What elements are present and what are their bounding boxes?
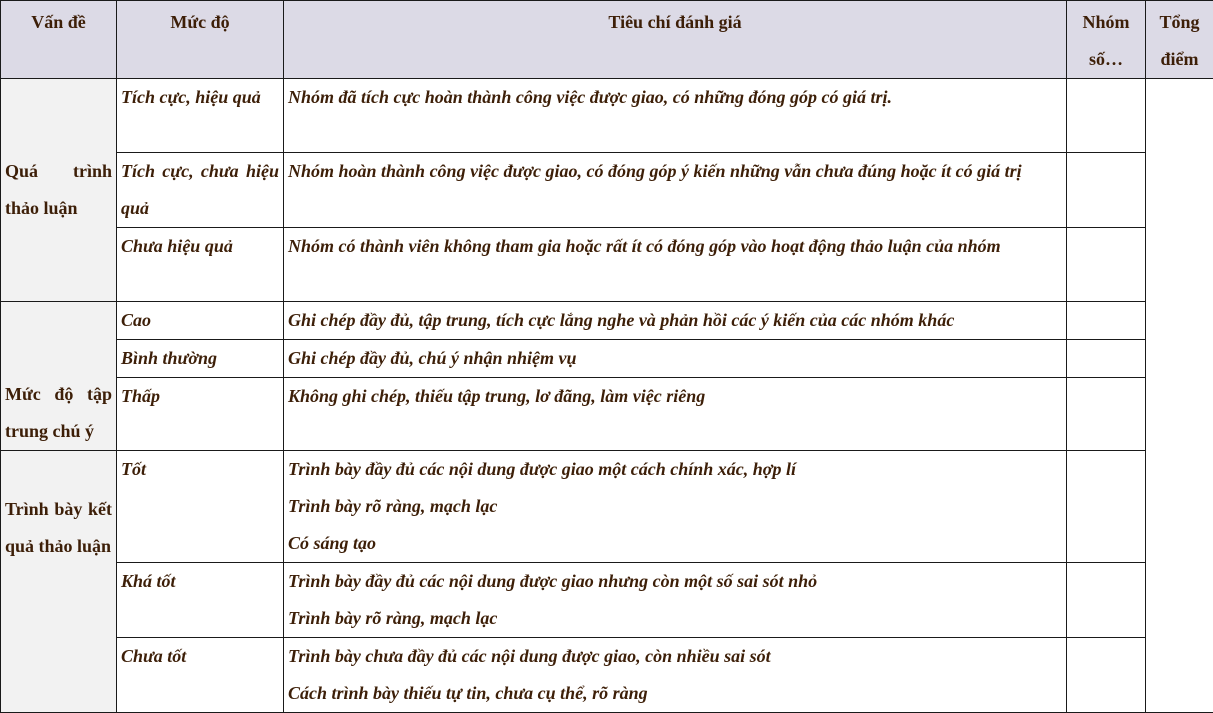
level-cell: [117, 563, 284, 638]
level-cell: [117, 451, 284, 563]
criteria-line: Ghi chép đầy đủ, tập trung, tích cực lắng nghe và phản hồi các ý kiến của các nhóm khác: [288, 302, 1062, 339]
group-score-cell[interactable]: [1067, 340, 1146, 378]
level-label: Cao: [121, 310, 151, 330]
table-row: [1, 563, 1213, 638]
criteria-line: Nhóm có thành viên không tham gia hoặc rất ít có đóng góp vào hoạt động thảo luận của nhóm: [288, 228, 1062, 265]
group-score-cell[interactable]: [1067, 228, 1146, 302]
topic-cell: [1, 451, 117, 713]
group-score-cell[interactable]: [1067, 638, 1146, 713]
header-criteria: Tiêu chí đánh giá: [284, 1, 1067, 79]
level-label: Tích cực, hiệu quả: [121, 87, 261, 107]
group-score-cell[interactable]: [1067, 79, 1146, 153]
criteria-line: Ghi chép đầy đủ, chú ý nhận nhiệm vụ: [288, 340, 1062, 377]
criteria-cell: [284, 563, 1067, 638]
header-topic: Vấn đề: [1, 1, 117, 79]
level-cell: [117, 340, 284, 378]
table-row: [1, 228, 1213, 302]
criteria-cell: [284, 302, 1067, 340]
criteria-line: Cách trình bày thiếu tự tin, chưa cụ thể, rõ ràng: [288, 675, 1062, 712]
topic-label: Trình bày kết quả thảo luận: [5, 499, 112, 556]
topic-cell: [1, 79, 117, 302]
level-cell: [117, 638, 284, 713]
group-score-cell[interactable]: [1067, 563, 1146, 638]
level-cell: [117, 378, 284, 451]
level-label: Tích cực, chưa hiệu quả: [121, 161, 279, 218]
level-label: Chưa hiệu quả: [121, 236, 233, 256]
level-label: Tốt: [121, 459, 146, 479]
group-score-cell[interactable]: [1067, 302, 1146, 340]
level-label: Chưa tốt: [121, 646, 186, 666]
criteria-cell: [284, 638, 1067, 713]
criteria-line: Nhóm đã tích cực hoàn thành công việc được giao, có những đóng góp có giá trị.: [288, 79, 1062, 116]
criteria-line: Nhóm hoàn thành công việc được giao, có đóng góp ý kiến những vẫn chưa đúng hoặc ít có giá trị: [288, 153, 1062, 190]
table-row: [1, 79, 1213, 153]
level-cell: [117, 228, 284, 302]
level-label: Bình thường: [121, 348, 217, 368]
criteria-line: Trình bày rõ ràng, mạch lạc: [288, 488, 1062, 525]
table-row: [1, 340, 1213, 378]
table-row: [1, 451, 1213, 563]
table-row: [1, 302, 1213, 340]
level-label: Khá tốt: [121, 571, 176, 591]
group-score-cell[interactable]: [1067, 153, 1146, 228]
table-row: [1, 638, 1213, 713]
criteria-cell: [284, 340, 1067, 378]
criteria-line: Trình bày đầy đủ các nội dung được giao một cách chính xác, hợp lí: [288, 451, 1062, 488]
total-score-cell[interactable]: [1146, 79, 1213, 713]
table-row: [1, 153, 1213, 228]
level-cell: [117, 153, 284, 228]
topic-cell: [1, 302, 117, 451]
criteria-line: Trình bày đầy đủ các nội dung được giao nhưng còn một số sai sót nhỏ: [288, 563, 1062, 600]
level-label: Thấp: [121, 386, 160, 406]
header-row: [1, 1, 1213, 79]
criteria-cell: [284, 153, 1067, 228]
criteria-cell: [284, 79, 1067, 153]
criteria-line: Trình bày rõ ràng, mạch lạc: [288, 600, 1062, 637]
topic-label: Mức độ tập trung chú ý: [5, 384, 112, 441]
level-cell: [117, 302, 284, 340]
criteria-cell: [284, 378, 1067, 451]
criteria-line: Trình bày chưa đầy đủ các nội dung được giao, còn nhiều sai sót: [288, 638, 1062, 675]
criteria-line: Không ghi chép, thiếu tập trung, lơ đãng, làm việc riêng: [288, 378, 1062, 415]
topic-label: Quá trình thảo luận: [5, 161, 112, 218]
criteria-line: Có sáng tạo: [288, 525, 1062, 562]
header-total: Tổng điểm: [1146, 1, 1213, 79]
header-group: Nhóm số…: [1067, 1, 1146, 79]
table-row: [1, 378, 1213, 451]
criteria-cell: [284, 451, 1067, 563]
group-score-cell[interactable]: [1067, 378, 1146, 451]
group-score-cell[interactable]: [1067, 451, 1146, 563]
level-cell: [117, 79, 284, 153]
header-level: Mức độ: [117, 1, 284, 79]
criteria-cell: [284, 228, 1067, 302]
